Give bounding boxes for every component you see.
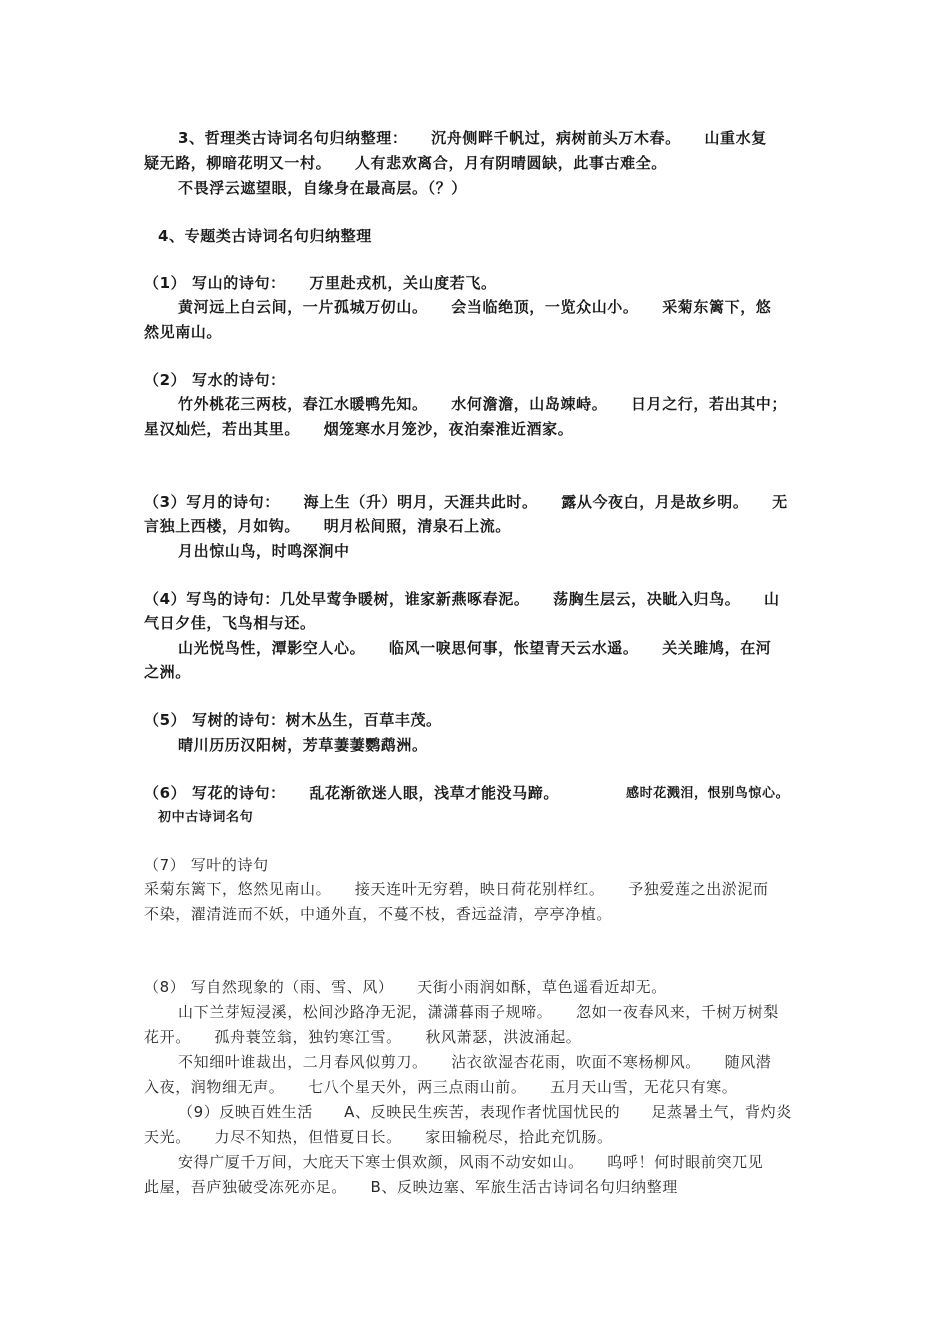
text-line: 3、哲理类古诗词名句归纳整理： 沉舟侧畔千帆过，病树前头万木春。 山重水复 [178, 129, 767, 147]
subsection-heading: （9）反映百姓生活 A、反映民生疾苦，表现作者忧国忧民的 足蒸暑土气，背灼炎 [178, 1103, 792, 1121]
text-line: 安得广厦千万间，大庇天下寒士俱欢颜，风雨不动安如山。 呜呼！何时眼前突兀见 [178, 1153, 764, 1171]
subsection-heading: （4）写鸟的诗句：几处早莺争暖树，谁家新燕啄春泥。 荡胸生层云，决眦入归鸟。 山 [144, 590, 780, 608]
subsection-heading: （7） 写叶的诗句 [144, 856, 269, 874]
subsection-heading: （6） 写花的诗句： 乱花渐欲迷人眼，浅草才能没马蹄。 [144, 784, 559, 802]
subsection-heading: （8） 写自然现象的（雨、雪、风） 天街小雨润如酥，草色遥看近却无。 [144, 978, 667, 996]
text-line: 疑无路，柳暗花明又一村。 人有悲欢离合，月有阴晴圆缺，此事古难全。 [144, 154, 667, 172]
text-line: 星汉灿烂，若出其里。 烟笼寒水月笼沙，夜泊秦淮近酒家。 [144, 420, 574, 438]
text-line: 采菊东篱下，悠然见南山。 接天连叶无穷碧，映日荷花别样红。 予独爱莲之出淤泥而 [144, 880, 769, 898]
text-line: 然见南山。 [144, 323, 223, 341]
text-line: 花开。 孤舟蓑笠翁，独钓寒江雪。 秋风萧瑟，洪波涌起。 [144, 1028, 582, 1046]
section-heading: 4、专题类古诗词名句归纳整理 [158, 227, 372, 245]
text-line: 晴川历历汉阳树，芳草萋萋鹦鹉洲。 [178, 736, 428, 754]
text-line: 不知细叶谁裁出，二月春风似剪刀。 沾衣欲湿杏花雨，吹面不寒杨柳风。 随风潜 [178, 1053, 772, 1071]
text-line: 竹外桃花三两枝，春江水暖鸭先知。 水何澹澹，山岛竦峙。 日月之行，若出其中； [178, 395, 788, 413]
text-line: 天光。 力尽不知热，但惜夏日长。 家田输税尽，拾此充饥肠。 [144, 1128, 613, 1146]
subsection-heading: （1） 写山的诗句： 万里赴戎机，关山度若飞。 [144, 274, 497, 292]
text-line: 之洲。 [144, 663, 191, 681]
text-line: 黄河远上白云间，一片孤城万仞山。 会当临绝顶，一览众山小。 采菊东篱下，悠 [178, 298, 772, 316]
text-line: 山光悦鸟性，潭影空人心。 临风一唳思何事，怅望青天云水遥。 关关雎鸠，在河 [178, 639, 772, 657]
text-line: 入夜，润物细无声。 七八个星天外，两三点雨山前。 五月天山雪，无花只有寒。 [144, 1078, 738, 1096]
page-header-text: 初中古诗词名句 [158, 810, 254, 825]
text-line: 言独上西楼，月如钩。 明月松间照，清泉石上流。 [144, 517, 511, 535]
text-line: 气日夕佳，飞鸟相与还。 [144, 614, 316, 632]
subsection-heading: （5） 写树的诗句：树木丛生，百草丰茂。 [144, 711, 442, 729]
text-line: 月出惊山鸟，时鸣深涧中 [178, 542, 350, 560]
text-line: 不染，濯清涟而不妖，中通外直，不蔓不枝，香远益清，亭亭净植。 [144, 905, 613, 923]
text-line: 感时花溅泪，恨别鸟惊心。 [626, 786, 790, 801]
text-line: 山下兰芽短浸溪，松间沙路净无泥，潇潇暮雨子规啼。 忽如一夜春风来，千树万树梨 [178, 1003, 779, 1021]
text-line: 不畏浮云遮望眼，自缘身在最高层。（？） [178, 179, 467, 197]
subsection-heading: （3）写月的诗句： 海上生（升）明月，天涯共此时。 露从今夜白，月是故乡明。 无 [144, 493, 788, 511]
text-line: 此屋，吾庐独破受冻死亦足。 B、反映边塞、军旅生活古诗词名句归纳整理 [144, 1178, 678, 1196]
subsection-heading: （2） 写水的诗句： [144, 371, 286, 389]
